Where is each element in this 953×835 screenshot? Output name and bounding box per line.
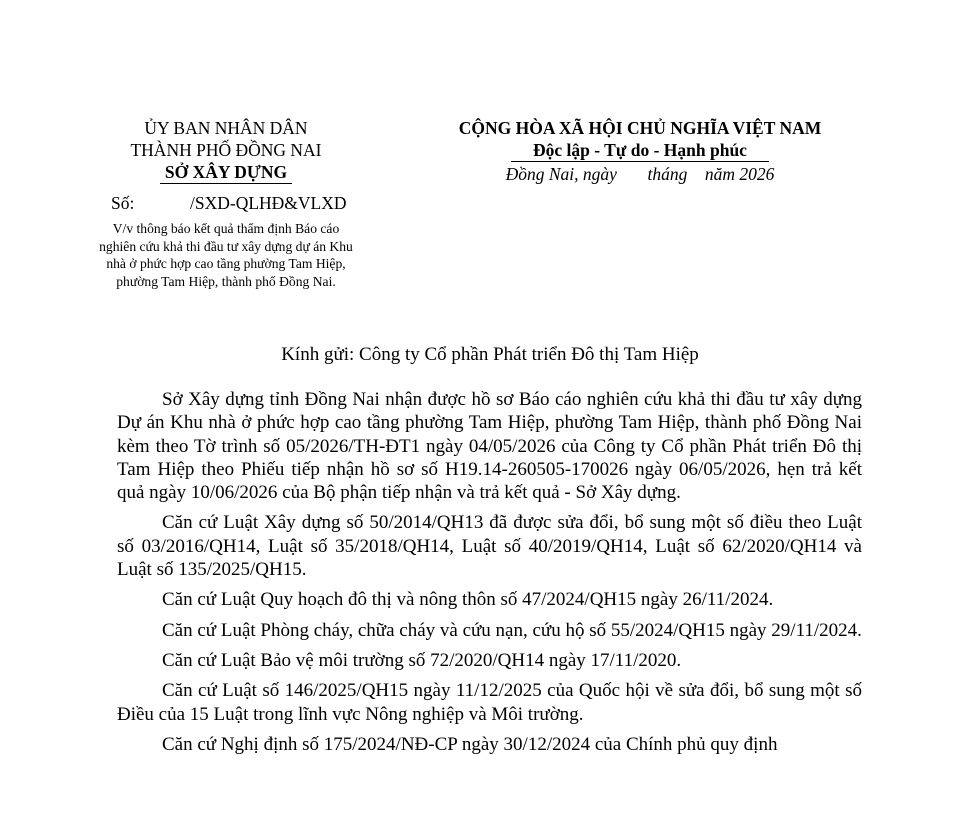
subject-line: nhà ở phức hợp cao tầng phường Tam Hiệp, xyxy=(106,256,346,271)
agency-name: SỞ XÂY DỰNG xyxy=(164,162,288,182)
document-body xyxy=(117,388,862,763)
document-number-code: /SXD-QLHĐ&VLXD xyxy=(190,193,347,213)
subject-line: phường Tam Hiệp, thành phố Đồng Nai. xyxy=(116,273,336,289)
body-paragraph: Sở Xây dựng tỉnh Đồng Nai nhận được hồ sơ Báo cáo nghiên cứu khả thi đầu tư xây dựng Dự án Khu nhà ở phức hợp cao tầng phường Tam Hiệp, phường Tam Hiệp, thành phố Đồng Nai kèm theo Tờ trình số 05/2026/TH-ĐT1 ngày 04/05/2026 của Công ty Cổ phần Phát triển Đô thị Tam Hiệp theo Phiếu tiếp nhận hồ sơ số H19.14-260505-170026 ngày 06/05/2026, hẹn trả kết quả ngày 10/06/2026 của Bộ phận tiếp nhận và trả kết quả - Sở Xây dựng. xyxy=(117,389,862,504)
body-paragraph: Căn cứ Luật Quy hoạch đô thị và nông thôn số 47/2024/QH15 ngày 26/11/2024. xyxy=(162,589,774,611)
subject-line: V/v thông báo kết quả thẩm định Báo cáo xyxy=(112,221,340,236)
issuing-agency-block xyxy=(56,117,396,184)
body-paragraph: Căn cứ Luật Bảo vệ môi trường số 72/2020/QH14 ngày 17/11/2020. xyxy=(162,649,682,671)
document-subject xyxy=(56,220,396,290)
agency-underline xyxy=(160,183,292,184)
national-header-block xyxy=(420,117,860,185)
document-number-label: Số: xyxy=(111,193,135,213)
body-paragraph: Căn cứ Nghị định số 175/2024/NĐ-CP ngày 30/12/2024 của Chính phủ quy định xyxy=(162,733,778,755)
body-paragraph: Căn cứ Luật số 146/2025/QH15 ngày 11/12/2025 của Quốc hội về sửa đổi, bổ sung một số Điều của 15 Luật trong lĩnh vực Nông nghiệp và Môi trường. xyxy=(117,680,862,725)
place-date-line: Đồng Nai, ngày tháng năm 2026 xyxy=(505,164,775,184)
agency-line-1: ỦY BAN NHÂN DÂN xyxy=(144,118,308,138)
subject-line: nghiên cứu khả thi đầu tư xây dựng dự án Khu xyxy=(99,238,353,254)
body-paragraph: Căn cứ Luật Phòng cháy, chữa cháy và cứu nạn, cứu hộ số 55/2024/QH15 ngày 29/11/2024. xyxy=(162,619,862,641)
body-paragraph: Căn cứ Luật Xây dựng số 50/2014/QH13 đã được sửa đổi, bổ sung một số điều theo Luật số 03/2016/QH14, Luật số 35/2018/QH14, Luật số 40/2019/QH14, Luật số 62/2020/QH14 và Luật số 135/2025/QH15. xyxy=(117,512,862,581)
document-number xyxy=(111,193,347,214)
national-motto: Độc lập - Tự do - Hạnh phúc xyxy=(533,140,747,160)
agency-line-2: THÀNH PHỐ ĐỒNG NAI xyxy=(130,140,322,160)
motto-underline xyxy=(511,161,769,162)
recipient-line: Kính gửi: Công ty Cổ phần Phát triển Đô thị Tam Hiệp xyxy=(281,344,699,365)
national-title: CỘNG HÒA XÃ HỘI CHỦ NGHĨA VIỆT NAM xyxy=(458,118,822,138)
